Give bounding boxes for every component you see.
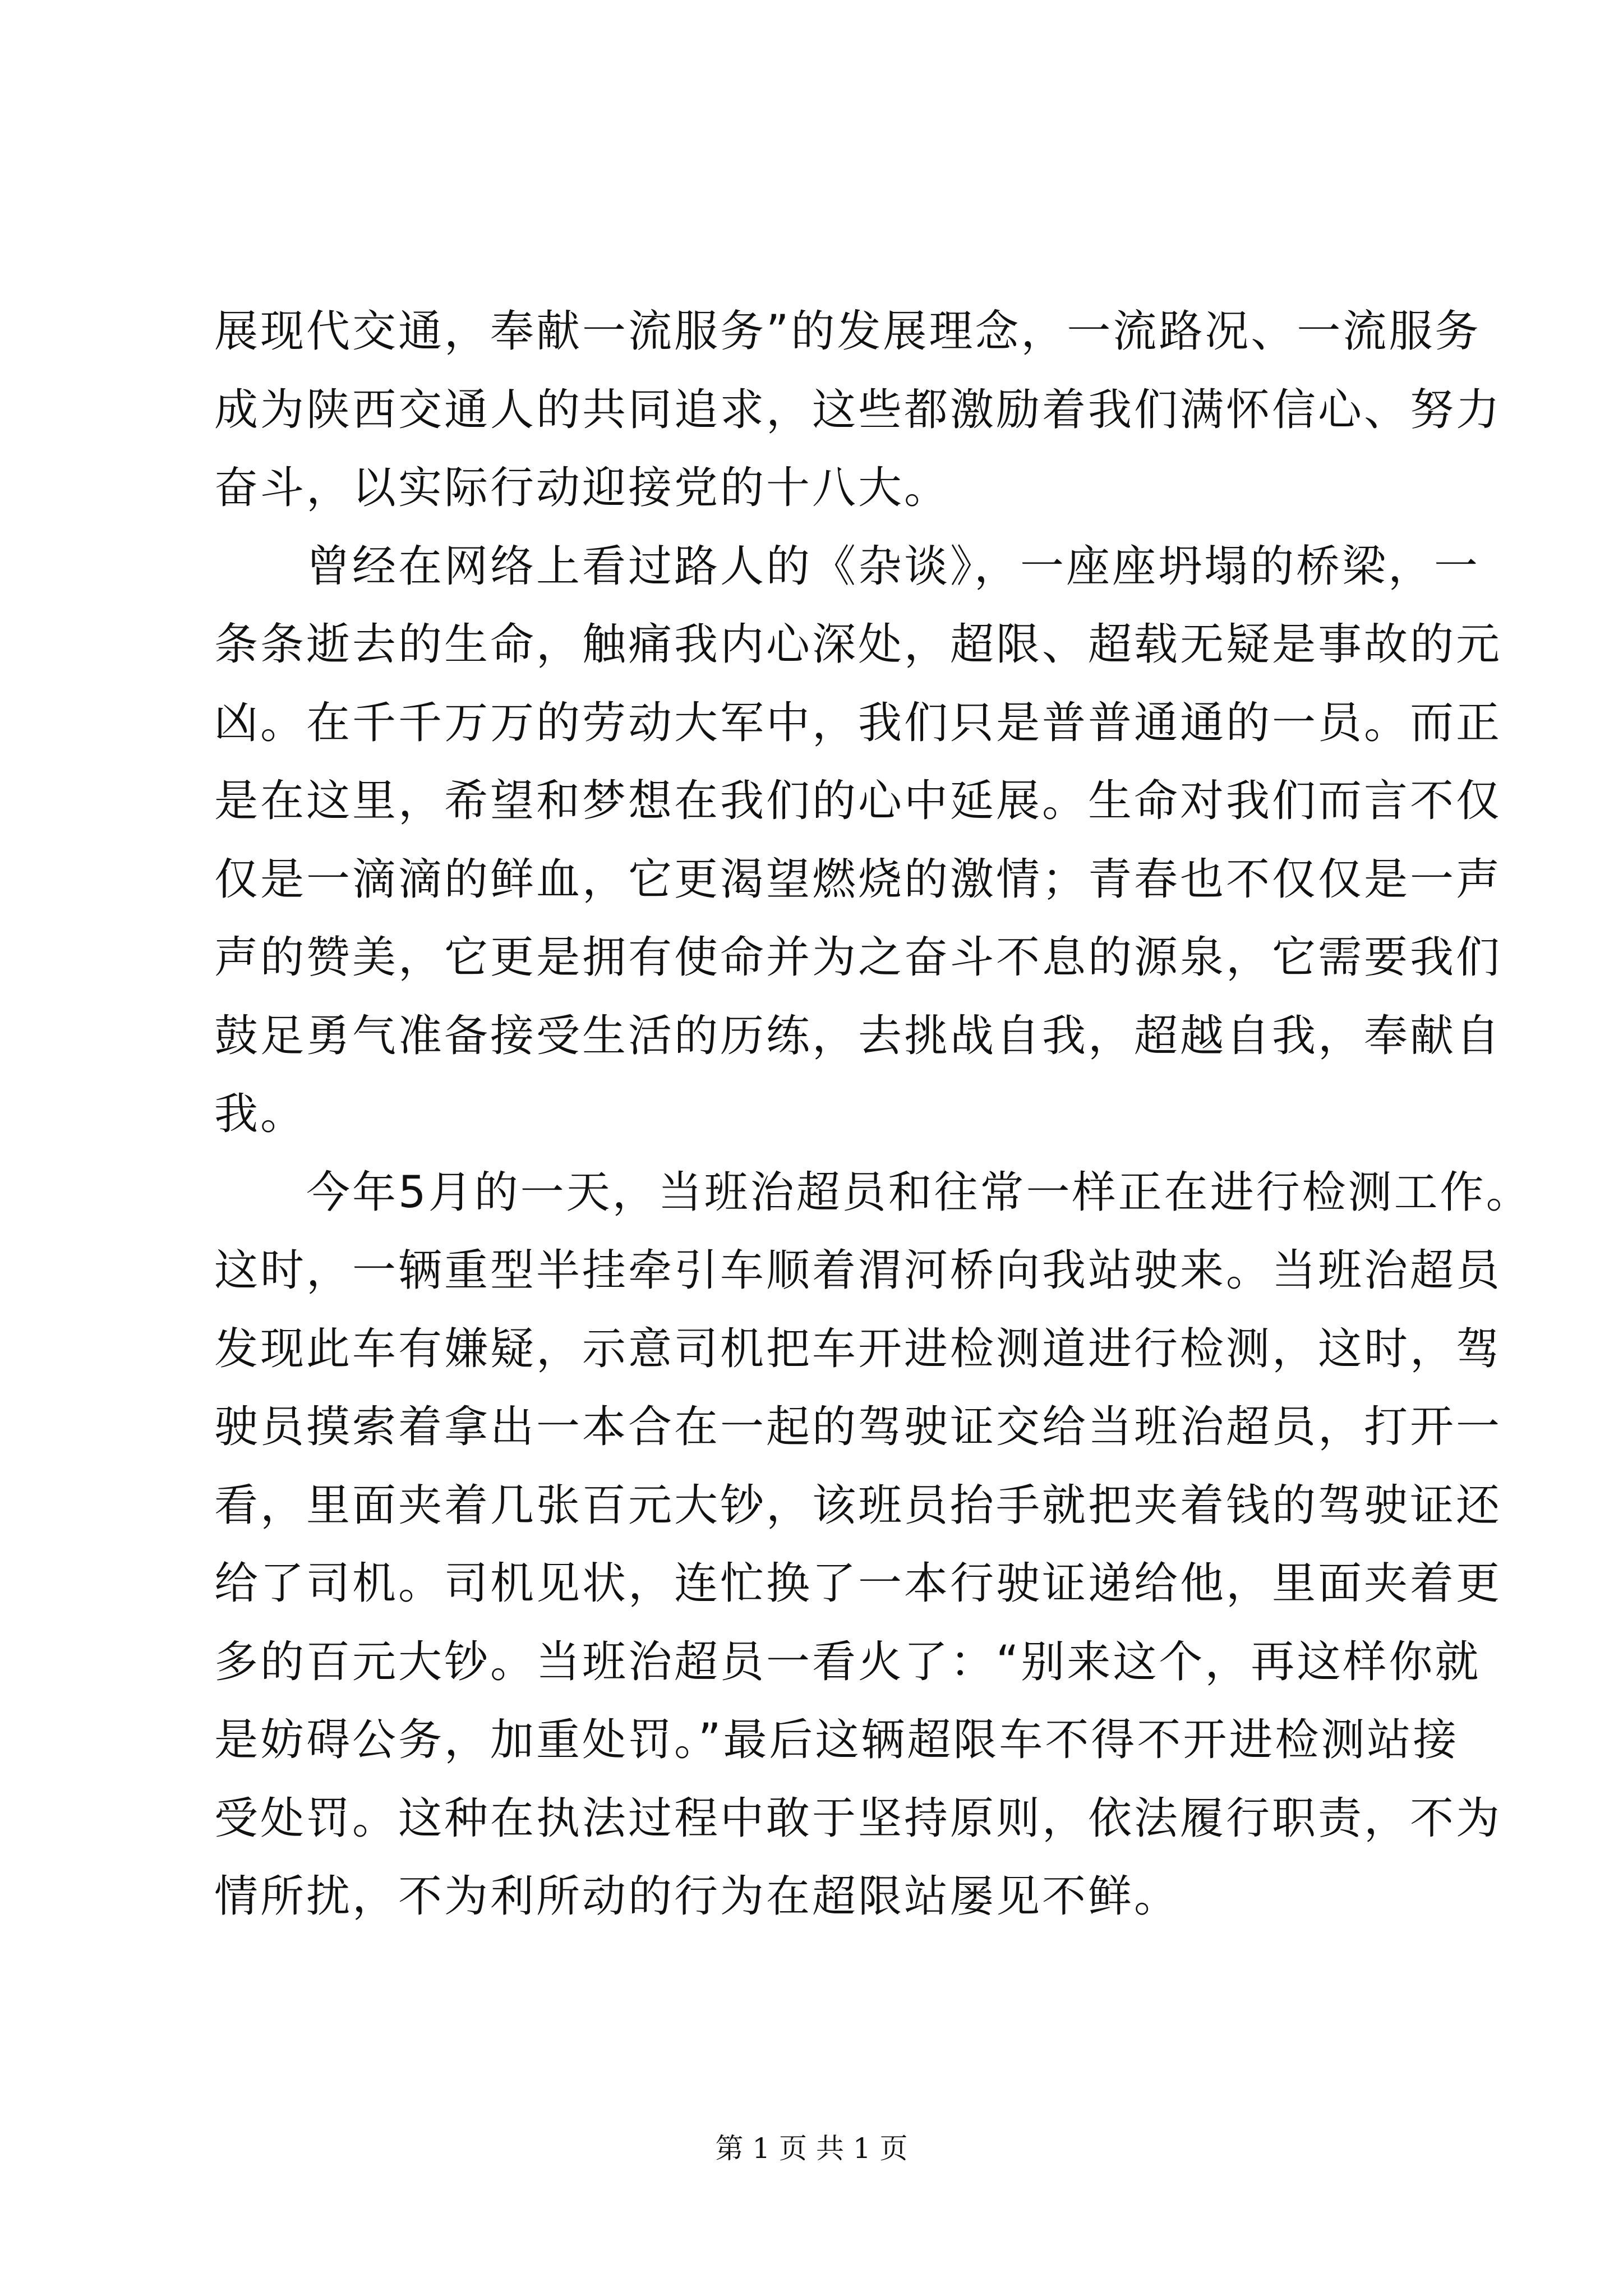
text-line: 我。 — [214, 1089, 307, 1139]
text-line: 成为陕西交通人的共同追求，这些都激励着我们满怀信心、努力 — [214, 384, 1502, 435]
text-line: 声的赞美，它更是拥有使命并为之奋斗不息的源泉，它需要我们 — [214, 932, 1502, 983]
text-line: 情所扰，不为利所动的行为在超限站屡见不鲜。 — [214, 1871, 1181, 1922]
paragraph-first-line: 曾经在网络上看过路人的《杂谈》，一座座坍塌的桥梁，一 — [306, 541, 1481, 592]
paragraph-first-line: 今年5月的一天，当班治超员和往常一样正在进行检测工作。 — [306, 1167, 1532, 1218]
text-line: 是妨碍公务，加重处罚。”最后这辆超限车不得不开进检测站接 — [214, 1715, 1459, 1765]
document-body — [214, 293, 1532, 1936]
text-line: 驶员摸索着拿出一本合在一起的驾驶证交给当班治超员，打开一 — [214, 1402, 1502, 1452]
text-line: 发现此车有嫌疑，示意司机把车开进检测道进行检测，这时，驾 — [214, 1323, 1502, 1374]
text-line: 是在这里，希望和梦想在我们的心中延展。生命对我们而言不仅 — [214, 776, 1502, 826]
text-line: 看，里面夹着几张百元大钞，该班员抬手就把夹着钱的驾驶证还 — [214, 1480, 1502, 1531]
text-line: 受处罚。这种在执法过程中敢于坚持原则，依法履行职责，不为 — [214, 1793, 1502, 1844]
text-line: 给了司机。司机见状，连忙换了一本行驶证递给他，里面夹着更 — [214, 1558, 1502, 1609]
text-line: 展现代交通，奉献一流服务”的发展理念，一流路况、一流服务 — [214, 306, 1481, 357]
text-line: 多的百元大钞。当班治超员一看火了：“别来这个，再这样你就 — [214, 1636, 1481, 1687]
page-footer: 第 1 页 共 1 页 — [715, 2132, 908, 2165]
text-line: 鼓足勇气准备接受生活的历练，去挑战自我，超越自我，奉献自 — [214, 1010, 1502, 1061]
text-line: 仅是一滴滴的鲜血，它更渴望燃烧的激情；青春也不仅仅是一声 — [214, 854, 1502, 905]
text-line: 凶。在千千万万的劳动大军中，我们只是普普通通的一员。而正 — [214, 697, 1502, 748]
text-line: 奋斗，以实际行动迎接党的十八大。 — [214, 463, 951, 513]
text-line: 条条逝去的生命，触痛我内心深处，超限、超载无疑是事故的元 — [214, 619, 1502, 670]
text-line: 这时，一辆重型半挂牵引车顺着渭河桥向我站驶来。当班治超员 — [214, 1245, 1502, 1296]
